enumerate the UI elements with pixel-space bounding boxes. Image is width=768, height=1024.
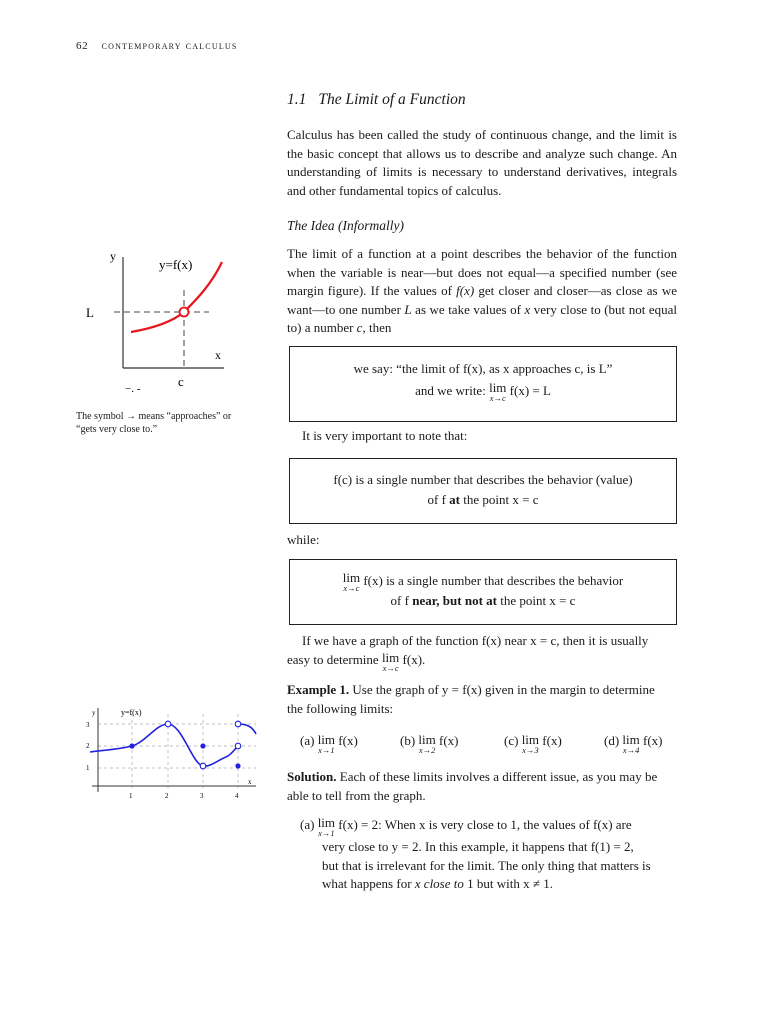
idea-paragraph: The limit of a function at a point describes the behavior of the function when the variable is near—but does not equal—a specified number (see margin figure). If the values of f(x) get closer and closer—as close as we want—to one number L as we take values of x very close to (but not equal to) a number c, then: [287, 246, 678, 335]
x-tick-1: 1: [129, 792, 133, 800]
y-tick-1: 1: [86, 764, 90, 772]
limit-notation: lim x→c: [489, 380, 507, 403]
function-curve: [90, 724, 238, 766]
x-tick-2: 2: [165, 792, 169, 800]
open-point: [180, 308, 189, 317]
limit-notation: lim x→c: [342, 570, 361, 593]
limit-notation: lim x→c: [381, 649, 400, 673]
closed-point-x4: [235, 763, 240, 768]
solution: Solution. Each of these limits involves a different issue, as you may be able to tell from the graph.: [287, 769, 658, 803]
curve-label: y=f(x): [159, 257, 193, 272]
closed-point-x3: [200, 743, 205, 748]
definition-box: [289, 346, 677, 422]
subheading: The Idea (Informally): [287, 218, 404, 233]
y-axis-label: y: [92, 709, 96, 717]
closed-point-x1: [129, 743, 134, 748]
note-text: It is very important to note that:: [302, 428, 468, 443]
value-line-2: of f at the point x = c: [427, 492, 539, 507]
open-point-x2: [165, 721, 171, 727]
axis-annotation: −. -: [125, 383, 141, 395]
part-a: (a) lim x→1 f(x): [300, 732, 358, 755]
x-tick-3: 3: [200, 792, 204, 800]
example-label: Example 1.: [287, 682, 350, 697]
limit-line-1: lim x→c f(x) is a single number that describes the behavior: [342, 570, 624, 593]
limit-line-2: of f near, but not at the point x = c: [390, 593, 576, 608]
value-box: [289, 458, 677, 524]
intro-paragraph: Calculus has been called the study of continuous change, and the limit is the basic concept that allows us to describe and analyze such change. An understanding of limits is necessary to understand derivatives, integrals and other fundamental topics of calculus.: [287, 127, 677, 198]
open-point-x4-mid: [235, 743, 241, 749]
limit-concept-figure: [76, 245, 266, 400]
running-head: [76, 40, 238, 52]
open-point-x3: [200, 763, 206, 769]
curve-label: y=f(x): [121, 708, 142, 717]
c-label: c: [178, 374, 184, 389]
part-d: (d) lim x→4 f(x): [604, 732, 663, 755]
margin-caption: The symbol → means “approaches” or “gets very close to.”: [76, 411, 232, 435]
x-axis-label: x: [248, 778, 252, 786]
example-graph-figure: [76, 700, 266, 810]
y-tick-3: 3: [86, 721, 90, 729]
definition-line-2: and we write: lim x→c f(x) = L: [415, 380, 551, 403]
x-tick-4: 4: [235, 792, 239, 800]
limit-box: [289, 559, 677, 625]
while-text: while:: [287, 532, 320, 547]
example-1: Example 1. Use the graph of y = f(x) given in the margin to determine the following limits:: [287, 682, 655, 716]
L-label: L: [86, 305, 94, 320]
page-number: 62: [76, 40, 89, 52]
solution-part-a: (a) lim x→1 f(x) = 2: When x is very close to 1, the values of f(x) are very close to y = 2. In this example, it happens that f(1) = 2, but that is irrelevant for the limit. The only thing that matters is what happens for x close to 1 but with x ≠ 1.: [300, 815, 651, 891]
part-b: (b) lim x→2 f(x): [400, 732, 459, 755]
open-point-x4-top: [235, 721, 241, 727]
definition-line-1: we say: “the limit of f(x), as x approaches c, is L”: [353, 361, 613, 376]
book-title: contemporary calculus: [101, 40, 238, 52]
section-title: [287, 91, 466, 109]
section-number: 1.1: [287, 91, 307, 108]
part-c: (c) lim x→3 f(x): [504, 732, 562, 755]
y-tick-2: 2: [86, 742, 90, 750]
y-axis-label: y: [110, 249, 116, 263]
function-curve: [131, 262, 222, 332]
solution-label: Solution.: [287, 769, 337, 784]
value-line-1: f(c) is a single number that describes the behavior (value): [333, 472, 633, 487]
x-axis-label: x: [215, 348, 221, 362]
graph-paragraph: If we have a graph of the function f(x) near x = c, then it is usually easy to determine lim x→c f(x).: [287, 633, 649, 673]
section-title-text: The Limit of a Function: [318, 91, 466, 108]
